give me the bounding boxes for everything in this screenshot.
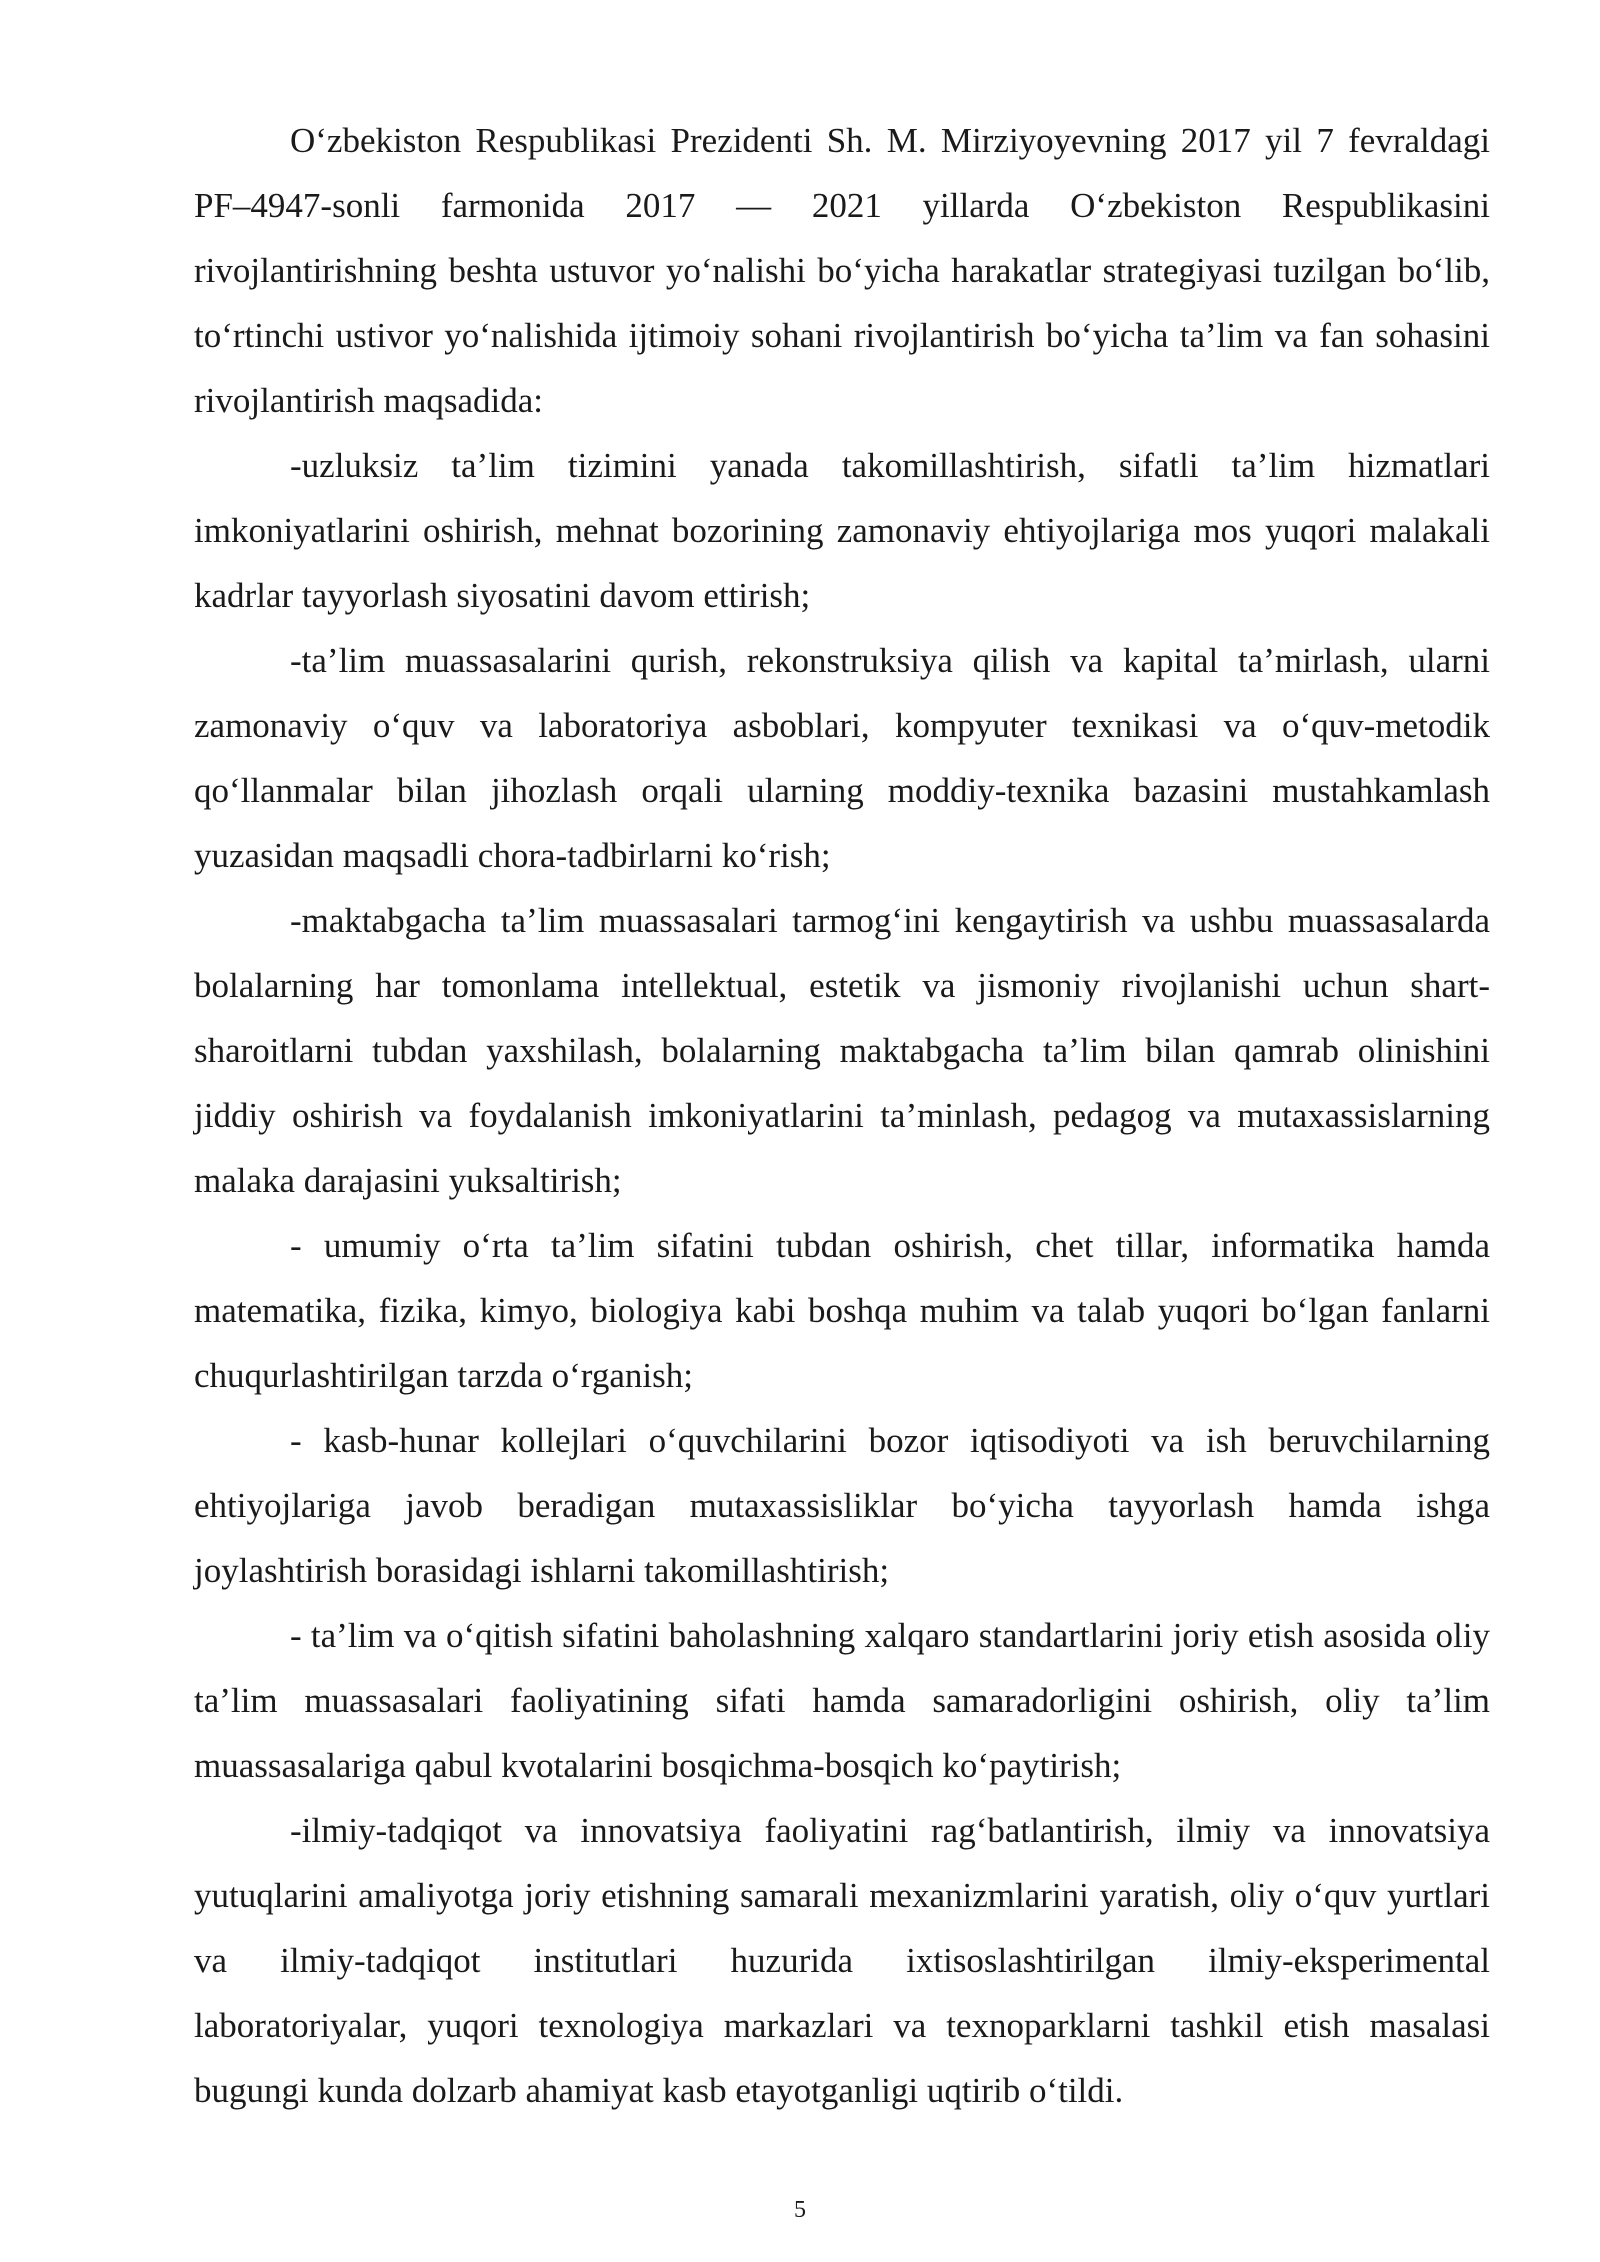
paragraph-intro: O‘zbekiston Respublikasi Prezidenti Sh. M. Mirziyoyevning 2017 yil 7 fevraldagi PF–4947-sonli farmonida 2017 — 2021 yillarda O‘zbekiston Respublikasini rivojlantirishning beshta ustuvor yo‘nalishi bo‘yicha harakatlar strategiyasi tuzilgan bo‘lib, to‘rtinchi ustivor yo‘nalishida ijtimoiy sohani rivojlantirish bo‘yicha ta’lim va fan sohasini rivojlantirish maqsadida: <box>194 121 1490 420</box>
body-text <box>194 108 1490 2123</box>
paragraph-preschool: -maktabgacha ta’lim muassasalari tarmog‘ini kengaytirish va ushbu muassasalarda bolalarning har tomonlama intellektual, estetik va jismoniy rivojlanishi uchun shart-sharoitlarni tubdan yaxshilash, bolalarning maktabgacha ta’lim bilan qamrab olinishini jiddiy oshirish va foydalanish imkoniyatlarini ta’minlash, pedagog va mutaxassislarning malaka darajasini yuksaltirish; <box>194 901 1490 1200</box>
paragraph-research-innovation: -ilmiy-tadqiqot va innovatsiya faoliyatini rag‘batlantirish, ilmiy va innovatsiya yutuqlarini amaliyotga joriy etishning samarali mexanizmlarini yaratish, oliy o‘quv yurtlari va ilmiy-tadqiqot institutlari huzurida ixtisoslashtirilgan ilmiy-eksperimental laboratoriyalar, yuqori texnologiya markazlari va texnoparklarni tashkil etish masalasi bugungi kunda dolzarb ahamiyat kasb etayotganligi uqtirib o‘tildi. <box>194 1811 1490 2110</box>
paragraph-vocational-colleges: - kasb-hunar kollejlari o‘quvchilarini bozor iqtisodiyoti va ish beruvchilarning ehtiyojlariga javob beradigan mutaxassisliklar bo‘yicha tayyorlash hamda ishga joylashtirish borasidagi ishlarni takomillashtirish; <box>194 1421 1490 1590</box>
paragraph-higher-education: - ta’lim va o‘qitish sifatini baholashning xalqaro standartlarini joriy etish asosida oliy ta’lim muassasalari faoliyatining sifati hamda samaradorligini oshirish, oliy ta’lim muassasalariga qabul kvotalarini bosqichma-bosqich ko‘paytirish; <box>194 1616 1490 1785</box>
paragraph-institutions-construction: -ta’lim muassasalarini qurish, rekonstruksiya qilish va kapital ta’mirlash, ularni zamonaviy o‘quv va laboratoriya asboblari, kompyuter texnikasi va o‘quv-metodik qo‘llanmalar bilan jihozlash orqali ularning moddiy-texnika bazasini mustahkamlash yuzasidan maqsadli chora-tadbirlarni ko‘rish; <box>194 641 1490 875</box>
paragraph-general-secondary: - umumiy o‘rta ta’lim sifatini tubdan oshirish, chet tillar, informatika hamda matematika, fizika, kimyo, biologiya kabi boshqa muhim va talab yuqori bo‘lgan fanlarni chuqurlashtirilgan tarzda o‘rganish; <box>194 1226 1490 1395</box>
paragraph-continuous-education: -uzluksiz ta’lim tizimini yanada takomillashtirish, sifatli ta’lim hizmatlari imkoniyatlarini oshirish, mehnat bozorining zamonaviy ehtiyojlariga mos yuqori malakali kadrlar tayyorlash siyosatini davom ettirish; <box>194 446 1490 615</box>
page-number: 5 <box>794 2197 806 2223</box>
